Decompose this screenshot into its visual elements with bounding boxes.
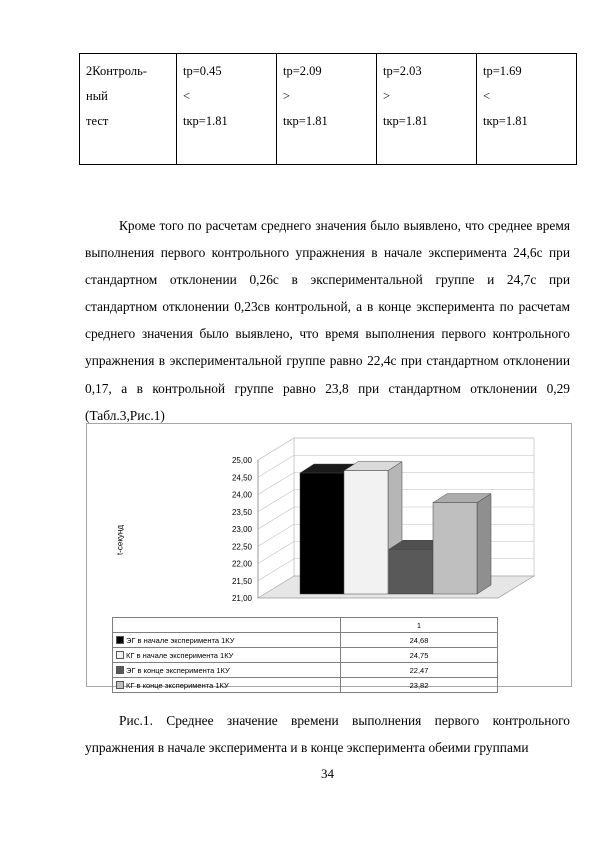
data-label: 23,82 (341, 678, 498, 693)
data-label: 24,75 (341, 648, 498, 663)
legend-swatch (116, 666, 124, 674)
legend-swatch (116, 681, 124, 689)
legend-swatch (116, 636, 124, 644)
y-tick-label: 23,50 (231, 507, 252, 517)
y-tick-label: 22,50 (231, 542, 252, 552)
y-tick-label: 21,50 (231, 576, 252, 586)
y-tick-label: 22,00 (231, 559, 252, 569)
table-cell: tр=2.03 > tкр=1.81 (377, 54, 477, 165)
page-number: 34 (321, 766, 334, 781)
legend-row: КГ в начале эксперимента 1КУ 24,75 (113, 648, 498, 663)
legend-swatch (116, 651, 124, 659)
legend-row: ЭГ в начале эксперимента 1КУ 24,68 (113, 633, 498, 648)
chart-data-table (112, 617, 498, 693)
table-cell-test-name: 2Контроль- ный тест (80, 54, 177, 165)
t-test-table (79, 53, 577, 165)
figure-caption: Рис.1. Среднее значение времени выполнения первого контрольного упражнения в начале эксперимента и в конце эксперимента обеими группами (85, 713, 570, 755)
table-cell: tр=0.45 < tкр=1.81 (177, 54, 277, 165)
data-table-header-row (113, 618, 498, 633)
table-cell: tр=1.69 < tкр=1.81 (477, 54, 577, 165)
body-paragraph: Кроме того по расчетам среднего значения было выявлено, что среднее время выполнения первого контрольного упражнения в начале эксперимента 24,6с при стандартном отклонении 0,26с в экспериментальной группе и 24,7с при стандартном отклонении 0,23св контрольной, а в конце эксперимента по расчетам среднего значения было выявлено, что время выполнения первого контрольного упражнения в экспериментальной группе равно 22,4с при стандартном отклонении 0,17, а в контрольной группе равно 23,8 при стандартном отклонении 0,29 (Табл.3,Рис.1) (85, 218, 570, 423)
legend-row: ЭГ в конце эксперимента 1КУ 22,47 (113, 663, 498, 678)
legend-row: КГ в конце эксперимента 1КУ 23,82 (113, 678, 498, 693)
category-label: 1 (341, 618, 498, 633)
data-label: 24,68 (341, 633, 498, 648)
y-tick-label: 24,00 (231, 490, 252, 500)
y-axis-title: t-секунд (115, 525, 125, 556)
y-tick-label: 21,00 (231, 594, 252, 603)
y-tick-label: 23,00 (231, 525, 252, 534)
y-tick-label: 25,00 (231, 456, 252, 465)
table-cell: tр=2.09 > tкр=1.81 (277, 54, 377, 165)
data-label: 22,47 (341, 663, 498, 678)
table-row (80, 54, 577, 165)
y-tick-label: 24,50 (231, 473, 252, 483)
